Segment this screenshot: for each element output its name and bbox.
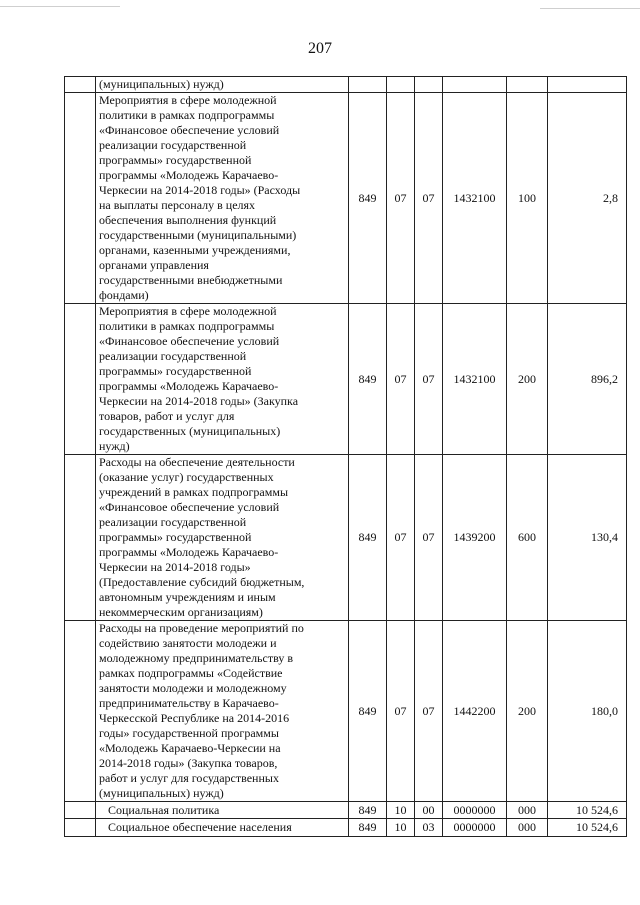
page-number: 207 bbox=[308, 40, 332, 57]
expense-type-cell bbox=[507, 621, 548, 802]
item-name-cell bbox=[96, 621, 349, 802]
amount-cell bbox=[548, 621, 627, 802]
item-name-text: Социальная политика bbox=[108, 802, 220, 817]
table-row bbox=[65, 621, 627, 802]
item-name-text: (муниципальных) нужд) bbox=[99, 77, 224, 91]
table-row bbox=[65, 802, 627, 819]
subsection-code-cell bbox=[415, 304, 443, 455]
item-name-cell bbox=[96, 304, 349, 455]
target-article-text: 1442200 bbox=[453, 703, 496, 718]
target-article-cell bbox=[443, 621, 507, 802]
amount-text: 130,4 bbox=[591, 530, 618, 544]
amount-cell bbox=[548, 455, 627, 621]
budget-table bbox=[64, 76, 627, 837]
scan-artifact bbox=[0, 6, 120, 7]
target-article-text: 1432100 bbox=[453, 190, 496, 205]
item-name-text: Мероприятия в сфере молодежной политики в рамках подпрограммы «Финансовое обеспечение условий реализации государственной программы» государственной программы «Молодежь Карачаево- Черкесии на 2014-2018 годы» (Закупка товаров, работ и услуг для государственных (муниципальных) нужд) bbox=[99, 304, 299, 453]
margin-cell bbox=[65, 621, 96, 802]
section-code-cell bbox=[387, 819, 415, 837]
target-article-cell bbox=[443, 93, 507, 304]
target-article-cell bbox=[443, 304, 507, 455]
grbs-code-cell bbox=[349, 93, 387, 304]
subsection-code-cell bbox=[415, 621, 443, 802]
grbs-code-cell bbox=[349, 819, 387, 837]
expense-type-cell bbox=[507, 304, 548, 455]
grbs-code-cell bbox=[349, 304, 387, 455]
grbs-code-cell bbox=[349, 802, 387, 819]
target-article-cell bbox=[443, 77, 507, 93]
section-code-cell bbox=[387, 802, 415, 819]
item-name-cell bbox=[96, 77, 349, 93]
subsection-code-cell bbox=[415, 455, 443, 621]
item-name-text: Расходы на проведение мероприятий по содействию занятости молодежи и молодежному предпринимательству в рамках подпрограммы «Содействие занятости молодежи и молодежному предпринимательству в Карачаево- Черкесской Республике на 2014-2016 годы» государственной программы «Молодежь Карачаево-Черкесии на 2014-2018 годы» (Закупка товаров, работ и услуг для государственных (муниципальных) нужд) bbox=[99, 621, 304, 800]
amount-text: 10 524,6 bbox=[576, 802, 618, 817]
table-row bbox=[65, 455, 627, 621]
subsection-code-text: 07 bbox=[422, 703, 435, 718]
subsection-code-cell bbox=[415, 802, 443, 819]
grbs-code-text: 849 bbox=[358, 530, 377, 544]
expense-type-cell bbox=[507, 77, 548, 93]
margin-cell bbox=[65, 455, 96, 621]
table-row bbox=[65, 77, 627, 93]
item-name-cell bbox=[96, 93, 349, 304]
margin-cell bbox=[65, 77, 96, 93]
scan-artifact bbox=[540, 8, 640, 9]
section-code-text: 07 bbox=[394, 530, 407, 544]
amount-cell bbox=[548, 93, 627, 304]
table-row bbox=[65, 819, 627, 837]
expense-type-text: 600 bbox=[518, 530, 536, 544]
subsection-code-text: 07 bbox=[422, 530, 435, 544]
section-code-cell bbox=[387, 621, 415, 802]
amount-text: 896,2 bbox=[591, 371, 618, 386]
grbs-code-cell bbox=[349, 621, 387, 802]
grbs-code-cell bbox=[349, 455, 387, 621]
expense-type-text: 200 bbox=[518, 371, 536, 386]
target-article-cell bbox=[443, 802, 507, 819]
target-article-text: 1439200 bbox=[453, 530, 496, 544]
grbs-code-cell bbox=[349, 77, 387, 93]
section-code-text: 10 bbox=[394, 820, 407, 834]
amount-cell bbox=[548, 77, 627, 93]
target-article-text: 0000000 bbox=[453, 820, 496, 834]
expense-type-text: 000 bbox=[518, 820, 536, 834]
amount-text: 10 524,6 bbox=[576, 820, 618, 834]
expense-type-cell bbox=[507, 802, 548, 819]
expense-type-text: 200 bbox=[518, 703, 536, 718]
item-name-cell bbox=[96, 802, 349, 819]
subsection-code-cell bbox=[415, 77, 443, 93]
margin-cell bbox=[65, 93, 96, 304]
amount-text: 2,8 bbox=[603, 190, 618, 205]
target-article-cell bbox=[443, 455, 507, 621]
section-code-text: 07 bbox=[394, 190, 407, 205]
section-code-text: 07 bbox=[394, 371, 407, 386]
target-article-cell bbox=[443, 819, 507, 837]
expense-type-cell bbox=[507, 455, 548, 621]
subsection-code-text: 00 bbox=[422, 802, 435, 817]
amount-text: 180,0 bbox=[591, 703, 618, 718]
item-name-cell bbox=[96, 819, 349, 837]
section-code-text: 07 bbox=[394, 703, 407, 718]
margin-cell bbox=[65, 802, 96, 819]
table-row bbox=[65, 93, 627, 304]
subsection-code-cell bbox=[415, 819, 443, 837]
table-row bbox=[65, 304, 627, 455]
amount-cell bbox=[548, 304, 627, 455]
expense-type-text: 100 bbox=[518, 190, 536, 205]
target-article-text: 0000000 bbox=[453, 802, 496, 817]
expense-type-cell bbox=[507, 819, 548, 837]
item-name-cell bbox=[96, 455, 349, 621]
section-code-cell bbox=[387, 93, 415, 304]
section-code-cell bbox=[387, 304, 415, 455]
expense-type-cell bbox=[507, 93, 548, 304]
margin-cell bbox=[65, 304, 96, 455]
section-code-cell bbox=[387, 77, 415, 93]
item-name-text: Мероприятия в сфере молодежной политики в рамках подпрограммы «Финансовое обеспечение условий реализации государственной программы» государственной программы «Молодежь Карачаево- Черкесии на 2014-2018 годы» (Расходы на выплаты персоналу в целях обеспечения выполнения функций государственными (муниципальными) органами, казенными учреждениями, органами управления государственными внебюджетными фондами) bbox=[99, 93, 301, 302]
subsection-code-cell bbox=[415, 93, 443, 304]
subsection-code-text: 03 bbox=[422, 820, 435, 834]
grbs-code-text: 849 bbox=[358, 371, 377, 386]
item-name-text: Социальное обеспечение населения bbox=[108, 820, 292, 834]
amount-cell bbox=[548, 802, 627, 819]
expense-type-text: 000 bbox=[518, 802, 536, 817]
grbs-code-text: 849 bbox=[358, 190, 377, 205]
grbs-code-text: 849 bbox=[358, 820, 377, 834]
margin-cell bbox=[65, 819, 96, 837]
target-article-text: 1432100 bbox=[453, 371, 496, 386]
grbs-code-text: 849 bbox=[358, 703, 377, 718]
amount-cell bbox=[548, 819, 627, 837]
subsection-code-text: 07 bbox=[422, 190, 435, 205]
grbs-code-text: 849 bbox=[358, 802, 377, 817]
subsection-code-text: 07 bbox=[422, 371, 435, 386]
section-code-text: 10 bbox=[394, 802, 407, 817]
section-code-cell bbox=[387, 455, 415, 621]
item-name-text: Расходы на обеспечение деятельности (оказание услуг) государственных учреждений в рамках подпрограммы «Финансовое обеспечение условий реализации государственной программы» государственной программы «Молодежь Карачаево- Черкесии на 2014-2018 годы» (Предоставление субсидий бюджетным, автономным учреждениям и иным некоммерческим организациям) bbox=[99, 455, 305, 619]
